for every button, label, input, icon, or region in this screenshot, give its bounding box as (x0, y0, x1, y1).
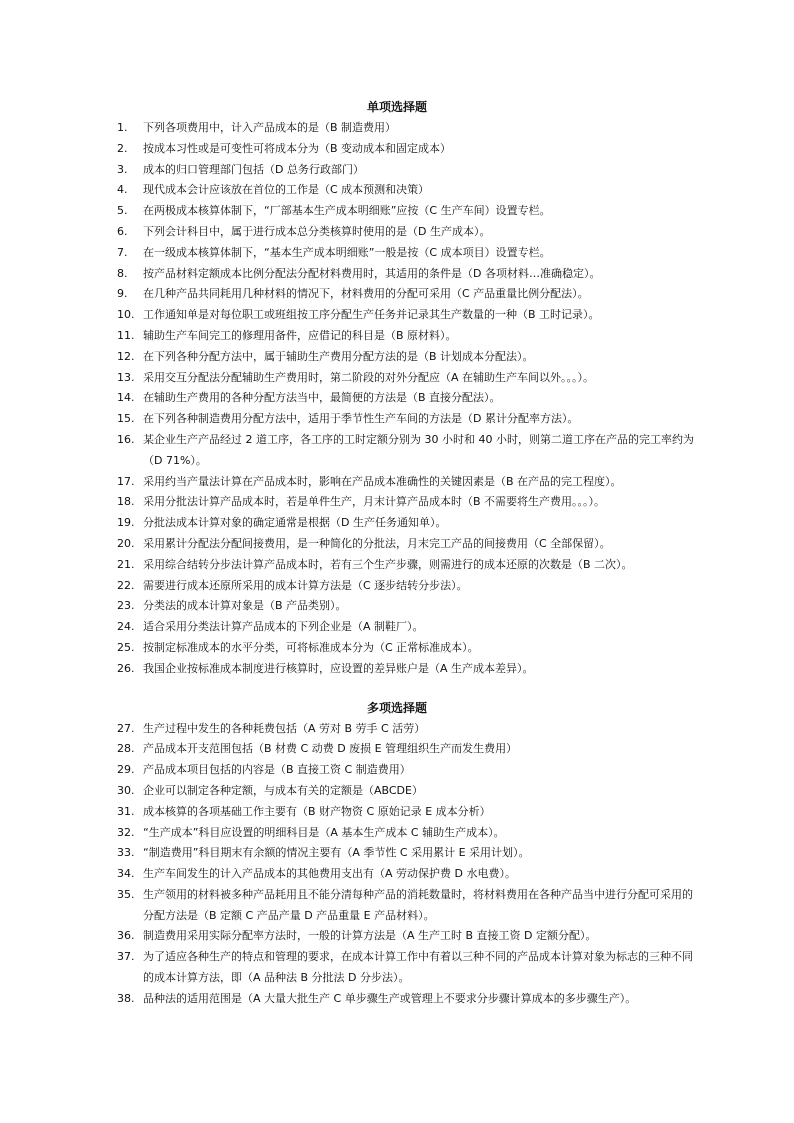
multiple-choice-question-list (0, 719, 794, 1010)
question-number: 18. (117, 495, 135, 509)
question-item (0, 596, 794, 617)
question-number: 2. (117, 141, 128, 155)
question-number: 38. (117, 991, 135, 1005)
single-choice-question-list (0, 118, 794, 680)
question-number: 24. (117, 620, 135, 634)
question-number: 32. (117, 825, 135, 839)
question-number: 5. (117, 204, 128, 218)
question-text: 我国企业按标准成本制度进行核算时，应设置的差异账户是（A 生产成本差异）。 (143, 661, 534, 675)
question-number: 36. (117, 929, 135, 943)
question-item (0, 781, 794, 802)
question-text: 生产领用的材料被多种产品耗用且不能分清每种产品的消耗数量时，将材料费用在各种产品当中进行分配可采用的分配方法是（B 定额 C 产品产量 D 产品重量 E 产品材料）。 (143, 887, 693, 922)
question-item (0, 264, 794, 285)
question-number: 3. (117, 162, 128, 176)
question-item (0, 492, 794, 513)
question-number: 26. (117, 661, 135, 675)
question-number: 22. (117, 578, 135, 592)
question-number: 6. (117, 224, 128, 238)
question-number: 8. (117, 266, 128, 280)
question-number: 10. (117, 308, 135, 322)
question-text: 下列会计科目中，属于进行成本总分类核算时使用的是（D 生产成本）。 (143, 224, 491, 238)
question-item (0, 864, 794, 885)
question-number: 17. (117, 474, 135, 488)
question-number: 20. (117, 536, 135, 550)
question-number: 28. (117, 742, 135, 756)
question-text: 品种法的适用范围是（A 大量大批生产 C 单步骤生产或管理上不要求分步骤计算成本的多步骤生产）。 (143, 991, 637, 1005)
question-item (0, 823, 794, 844)
question-number: 23. (117, 599, 135, 613)
question-item (0, 160, 794, 181)
question-text: 成本的归口管理部门包括（D 总务行政部门） (143, 162, 364, 176)
question-item (0, 638, 794, 659)
question-item (0, 201, 794, 222)
question-text: 在两极成本核算体制下，“厂部基本生产成本明细账”应按（C 生产车间）设置专栏。 (143, 204, 551, 218)
question-number: 14. (117, 391, 135, 405)
section-title-single-choice: 单项选择题 (366, 100, 427, 114)
question-text: 现代成本会计应该放在首位的工作是（C 成本预测和决策） (143, 183, 430, 197)
question-item (0, 843, 794, 864)
question-item (0, 305, 794, 326)
question-item (0, 739, 794, 760)
question-item (0, 719, 794, 740)
question-item (0, 947, 794, 989)
question-number: 19. (117, 516, 135, 530)
question-text: 下列各项费用中，计入产品成本的是（B 制造费用） (143, 121, 397, 134)
question-text: 采用约当产量法计算在产品成本时，影响在产品成本准确性的关键因素是（B 在产品的完工程度）。 (143, 474, 622, 488)
question-text: 按成本习性或是可变性可将成本分为（B 变动成本和固定成本） (143, 141, 452, 155)
question-text: 在一级成本核算体制下，“基本生产成本明细账”一般是按（C 成本项目）设置专栏。 (143, 245, 551, 259)
question-item (0, 243, 794, 264)
question-number: 25. (117, 640, 135, 654)
question-text: 采用综合结转分步法计算产品成本时，若有三个生产步骤，则需进行的成本还原的次数是（B 二次）。 (143, 557, 633, 571)
question-item (0, 513, 794, 534)
question-text: 企业可以制定各种定额，与成本有关的定额是（ABCDE） (143, 783, 423, 797)
question-text: 采用交互分配法分配辅助生产费用时，第二阶段的对外分配应（A 在辅助生产车间以外。。。）。 (143, 370, 595, 384)
question-text: 适合采用分类法计算产品成本的下列企业是（A 制鞋厂）。 (143, 620, 424, 634)
question-item (0, 347, 794, 368)
question-text: 产品成本项目包括的内容是（B 直接工资 C 制造费用） (143, 763, 411, 777)
question-number: 12. (117, 349, 135, 363)
question-text: 成本核算的各项基础工作主要有（B 财产物资 C 原始记录 E 成本分析） (143, 804, 491, 818)
question-text: 为了适应各种生产的特点和管理的要求，在成本计算工作中有着以三种不同的产品成本计算对象为标志的三种不同的成本计算方法，即（A 品种法 B 分批法 D 分步法）。 (143, 950, 693, 985)
top-margin (0, 0, 794, 97)
question-item (0, 989, 794, 1010)
question-number: 35. (117, 887, 135, 901)
question-item (0, 659, 794, 680)
question-text: 生产车间发生的计入产品成本的其他费用支出有（A 劳动保护费 D 水电费）。 (143, 867, 516, 881)
section-title-multiple-choice: 多项选择题 (366, 700, 427, 715)
question-number: 37. (117, 950, 135, 964)
question-item (0, 802, 794, 823)
question-number: 1. (117, 121, 128, 134)
question-text: 某企业生产产品经过 2 道工序，各工序的工时定额分别为 30 小时和 40 小时，则第二道工序在产品的完工率约为（D 71%）。 (143, 432, 694, 467)
question-text: 生产过程中发生的各种耗费包括（A 劳对 B 劳手 C 活劳） (143, 721, 426, 735)
question-number: 13. (117, 370, 135, 384)
question-item (0, 576, 794, 597)
question-item (0, 617, 794, 638)
question-item (0, 368, 794, 389)
question-item (0, 326, 794, 347)
question-text: 在下列各种分配方法中，属于辅助生产费用分配方法的是（B 计划成本分配法）。 (143, 349, 534, 363)
question-item (0, 388, 794, 409)
question-text: 采用累计分配法分配间接费用，是一种简化的分批法，月末完工产品的间接费用（C 全部保留）。 (143, 536, 611, 550)
question-text: “制造费用”科目期末有余额的情况主要有（A 季节性 C 采用累计 E 采用计划）。 (143, 846, 530, 860)
question-number: 11. (117, 328, 135, 342)
question-number: 9. (117, 287, 128, 301)
question-text: 需要进行成本还原所采用的成本计算方法是（C 逐步结转分步法）。 (143, 578, 468, 592)
question-number: 29. (117, 763, 135, 777)
question-item (0, 139, 794, 160)
question-item (0, 472, 794, 493)
question-text: 在下列各种制造费用分配方法中，适用于季节性生产车间的方法是（D 累计分配率方法）。 (143, 412, 579, 426)
question-text: 按制定标准成本的水平分类，可将标准成本分为（C 正常标准成本）。 (143, 640, 479, 654)
question-item (0, 222, 794, 243)
question-item (0, 926, 794, 947)
question-text: 分批法成本计算对象的确定通常是根据（D 生产任务通知单）。 (143, 516, 447, 530)
question-text: “生产成本”科目应设置的明细科目是（A 基本生产成本 C 辅助生产成本）。 (143, 825, 505, 839)
question-item (0, 409, 794, 430)
question-text: 分类法的成本计算对象是（B 产品类别）。 (143, 599, 347, 613)
question-text: 按产品材料定额成本比例分配法分配材料费用时，其适用的条件是（D 各项材料…准确稳定）。 (143, 266, 601, 280)
question-text: 辅助生产车间完工的修理用备件，应借记的科目是（B 原材料）。 (143, 328, 457, 342)
question-item (0, 534, 794, 555)
question-text: 产品成本开支范围包括（B 材费 C 动费 D 废损 E 管理组织生产而发生费用） (143, 742, 518, 756)
question-item (0, 555, 794, 576)
question-number: 34. (117, 867, 135, 881)
question-item (0, 180, 794, 201)
question-number: 7. (117, 245, 128, 259)
question-text: 在几种产品共同耗用几种材料的情况下，材料费用的分配可采用（C 产品重量比例分配法）。 (143, 287, 589, 301)
question-item (0, 284, 794, 305)
question-text: 工作通知单是对每位职工或班组按工序分配生产任务并记录其生产数量的一种（B 工时记录）。 (143, 308, 600, 322)
question-item (0, 760, 794, 781)
question-number: 4. (117, 183, 128, 197)
question-number: 33. (117, 846, 135, 860)
question-item (0, 430, 794, 472)
question-number: 21. (117, 557, 135, 571)
section-gap (0, 680, 794, 698)
question-text: 采用分批法计算产品成本时，若是单件生产，月末计算产品成本时（B 不需要将生产费用。。。）。 (143, 495, 606, 509)
question-text: 制造费用采用实际分配率方法时，一般的计算方法是（A 生产工时 B 直接工资 D 定额分配）。 (143, 929, 597, 943)
question-number: 30. (117, 783, 135, 797)
question-number: 31. (117, 804, 135, 818)
question-number: 16. (117, 432, 135, 446)
question-number: 27. (117, 721, 135, 735)
question-item (0, 885, 794, 927)
question-text: 在辅助生产费用的各种分配方法当中，最简便的方法是（B 直接分配法）。 (143, 391, 501, 405)
question-item (0, 118, 794, 139)
question-number: 15. (117, 412, 135, 426)
